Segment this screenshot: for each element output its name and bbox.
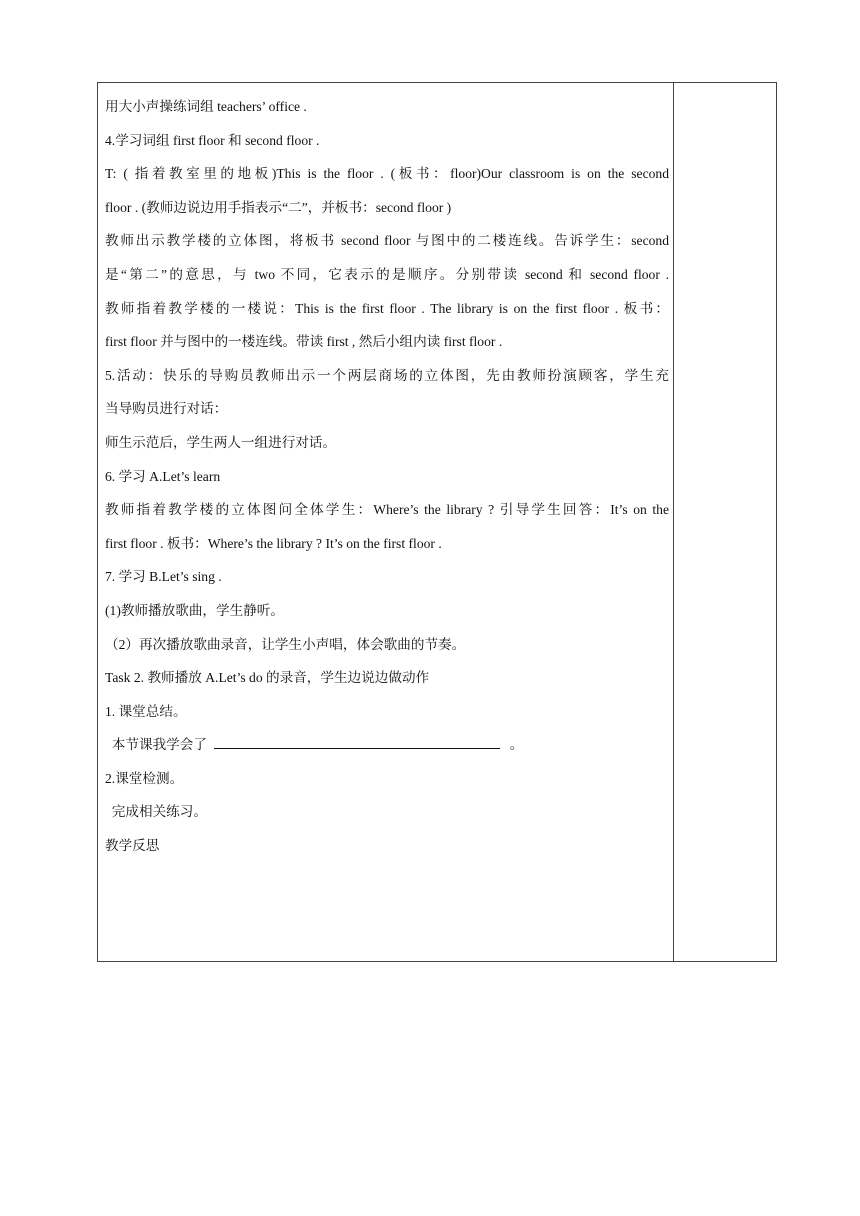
line-play-song: (1)教师播放歌曲，学生静听。 bbox=[105, 602, 284, 618]
line-drill-phrase: 用大小声操练词组 teachers’ office . bbox=[105, 99, 307, 114]
line-second-floor-gesture: floor . (教师边说边用手指表示“二”，并板书：second floor ) bbox=[105, 199, 452, 215]
line-where-library-question: 教师指着教学楼的立体图问全体学生：Where’s the library ? 引导学生回答：It’s on the bbox=[105, 502, 669, 518]
line-complete-exercises: 完成相关练习。 bbox=[105, 804, 207, 820]
line-teaching-reflection: 教学反思 bbox=[105, 838, 160, 854]
line-task-2: Task 2. 教师播放 A.Let’s do 的录音，学生边说边做动作 bbox=[105, 670, 430, 686]
line-where-library-board: first floor . 板书：Where’s the library ? It’s on the first floor . bbox=[105, 535, 442, 551]
line-pair-dialogue: 师生示范后，学生两人一组进行对话。 bbox=[105, 434, 337, 450]
summary-prefix: 本节课我学会了 bbox=[105, 737, 211, 753]
summary-blank-field bbox=[214, 734, 500, 749]
notes-cell bbox=[674, 83, 776, 961]
line-summary-fill-in bbox=[105, 728, 669, 762]
line-guide-dialogue: 当导购员进行对话： bbox=[105, 401, 228, 417]
line-second-meaning: 是“第二”的意思，与 two 不同，它表示的是顺序。分别带读 second 和 second floor . bbox=[105, 266, 669, 282]
line-teacher-floor-intro: T: ( 指着教室里的地板)This is the floor . (板书：floor)Our classroom is on the second bbox=[105, 166, 669, 182]
line-building-diagram: 教师出示教学楼的立体图，将板书 second floor 与图中的二楼连线。告诉学生：second bbox=[105, 233, 669, 249]
line-class-test-heading: 2.课堂检测。 bbox=[105, 770, 184, 786]
line-step-4-heading: 4.学习词组 first floor 和 second floor . bbox=[105, 132, 320, 148]
line-replay-song: （2）再次播放歌曲录音，让学生小声唱，体会歌曲的节奏。 bbox=[105, 636, 466, 652]
line-step-5-activity: 5.活动：快乐的导购员教师出示一个两层商场的立体图，先由教师扮演顾客，学生充 bbox=[105, 367, 669, 383]
lesson-table bbox=[97, 82, 777, 962]
line-step-6-heading: 6. 学习 A.Let’s learn bbox=[105, 468, 221, 484]
line-class-summary-heading: 1. 课堂总结。 bbox=[105, 703, 187, 719]
line-first-floor-library: 教师指着教学楼的一楼说：This is the first floor . The library is on the first floor . 板书： bbox=[105, 300, 669, 316]
line-first-floor-read: first floor 并与图中的一楼连线。带读 first , 然后小组内读 first floor . bbox=[105, 334, 503, 350]
summary-suffix: 。 bbox=[506, 737, 524, 753]
lesson-content-cell bbox=[98, 83, 674, 961]
line-step-7-heading: 7. 学习 B.Let’s sing . bbox=[105, 569, 222, 585]
